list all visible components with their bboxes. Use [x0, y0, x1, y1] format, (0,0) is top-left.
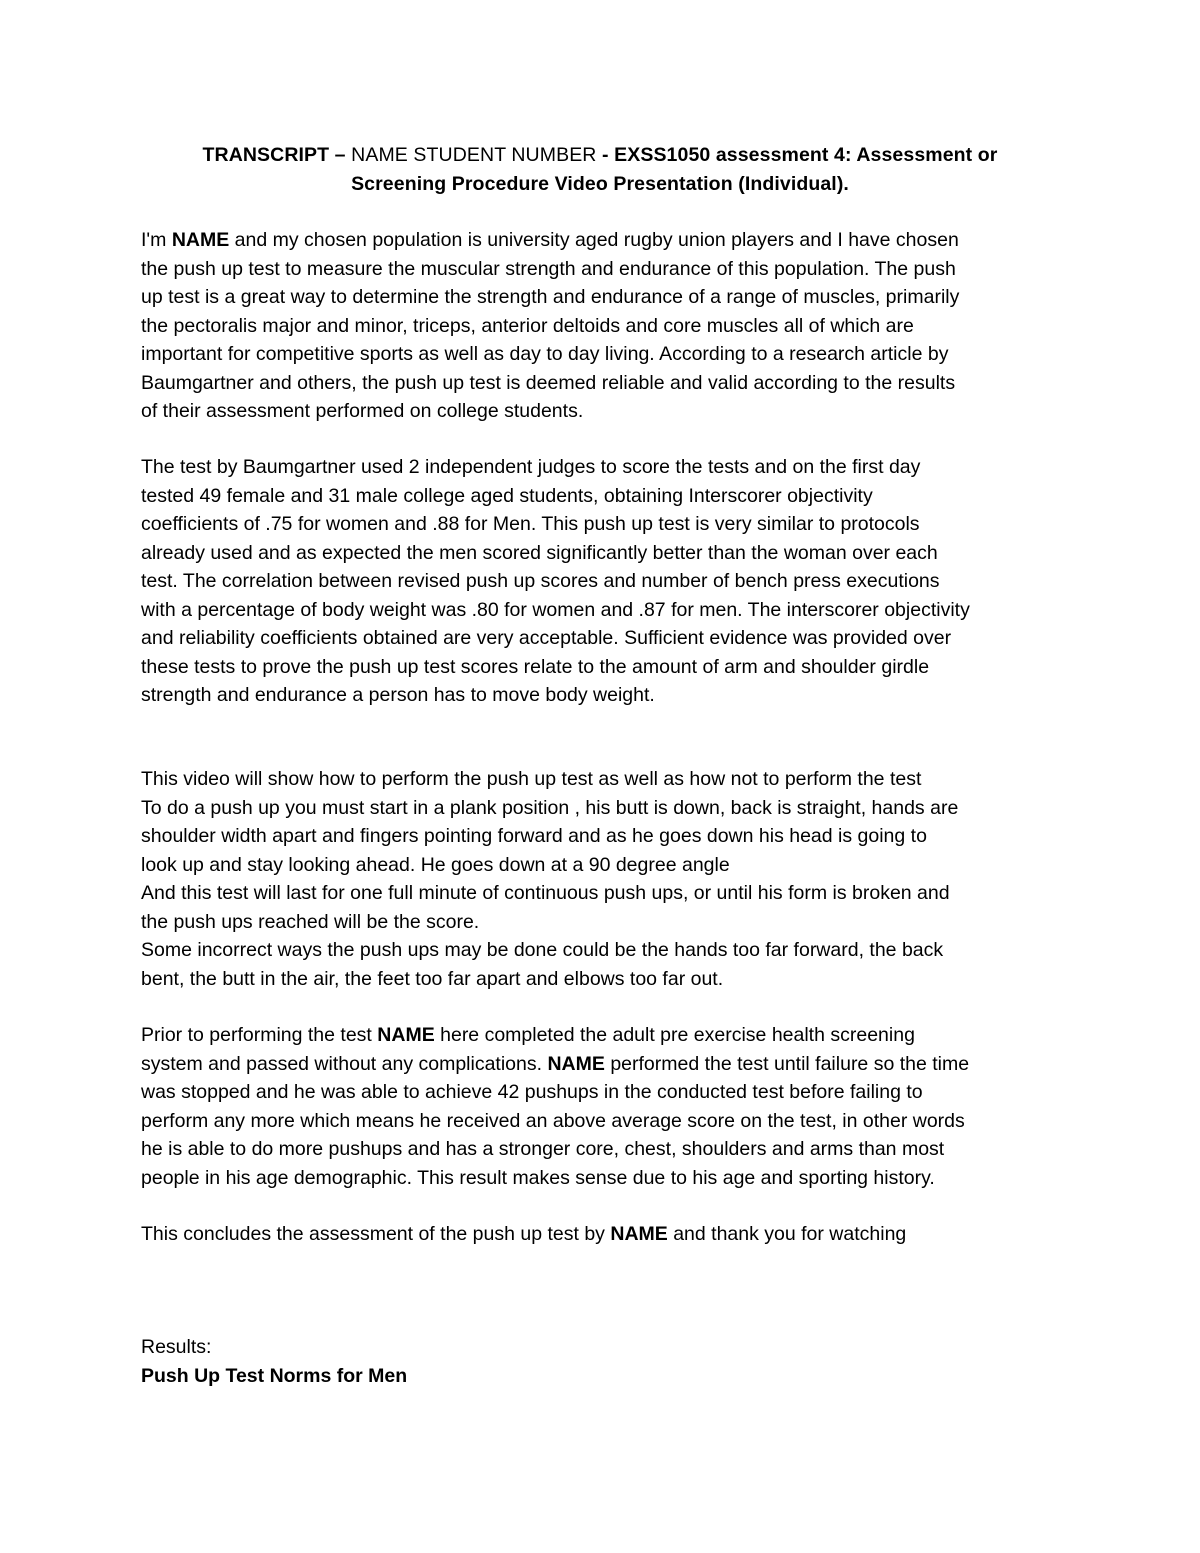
text-line: he is able to do more pushups and has a stronger core, chest, shoulders and arms than most: [141, 1138, 945, 1160]
title-transcript: TRANSCRIPT –: [202, 144, 346, 166]
text-line: The test by Baumgartner used 2 independent judges to score the tests and on the first day: [141, 456, 921, 478]
text-line: Baumgartner and others, the push up test is deemed reliable and valid according to the results: [141, 371, 956, 394]
text-line: test. The correlation between revised push up scores and number of bench press executions: [141, 570, 940, 592]
text-line: tested 49 female and 31 male college aged students, obtaining Interscorer objectivity: [141, 484, 873, 507]
paragraph-research: [141, 453, 1071, 710]
paragraph-results-discussion: [141, 1021, 1071, 1192]
text-line: the push ups reached will be the score.: [141, 910, 480, 933]
text-line: already used and as expected the men scored significantly better than the woman over each: [141, 541, 938, 564]
text-segment: here completed the adult pre exercise health screening: [440, 1024, 915, 1046]
text-line: perform any more which means he received an above average score on the test, in other words: [141, 1109, 965, 1132]
text-line: the push up test to measure the muscular strength and endurance of this population. The push: [141, 257, 956, 280]
results-label: Results:: [141, 1336, 212, 1358]
results-heading: Push Up Test Norms for Men: [141, 1365, 408, 1387]
name-placeholder: NAME: [610, 1223, 668, 1245]
text-line: and reliability coefficients obtained are very acceptable. Sufficient evidence was provided over: [141, 627, 952, 649]
text-segment: Prior to performing the test: [141, 1024, 372, 1046]
document-title: [140, 141, 1060, 198]
name-placeholder: NAME: [547, 1052, 605, 1075]
title-name-student-number: NAME STUDENT NUMBER: [351, 144, 597, 166]
text-line: To do a push up you must start in a plank position , his butt is down, back is straight, hands are: [141, 796, 959, 819]
text-line: these tests to prove the push up test scores relate to the amount of arm and shoulder girdle: [141, 655, 930, 678]
text-segment: system and passed without any complications.: [141, 1052, 543, 1075]
text-segment: and my chosen population is university aged rugby union players and I have chosen: [234, 229, 959, 251]
text-segment: performed the test until failure so the time: [610, 1052, 970, 1075]
text-line: the pectoralis major and minor, triceps, anterior deltoids and core muscles all of which are: [141, 314, 914, 337]
text-line: was stopped and he was able to achieve 42 pushups in the conducted test before failing to: [141, 1081, 923, 1103]
text-line: This video will show how to perform the push up test as well as how not to perform the test: [141, 768, 922, 790]
text-line: people in his age demographic. This result makes sense due to his age and sporting history.: [141, 1166, 935, 1189]
text-segment: and thank you for watching: [673, 1223, 907, 1245]
text-segment: This concludes the assessment of the push up test by: [141, 1223, 605, 1245]
text-line: shoulder width apart and fingers pointing forward and as he goes down his head is going to: [141, 825, 927, 847]
text-line: of their assessment performed on college students.: [141, 400, 584, 422]
text-segment: I'm: [141, 229, 167, 251]
name-placeholder: NAME: [171, 229, 230, 251]
text-line: up test is a great way to determine the strength and endurance of a range of muscles, primarily: [141, 286, 960, 308]
title-course-line2: Screening Procedure Video Presentation (Individual).: [351, 172, 849, 195]
paragraph-conclusion: [141, 1220, 1071, 1249]
text-line: important for competitive sports as well as day to day living. According to a research article by: [141, 343, 949, 365]
text-line: look up and stay looking ahead. He goes down at a 90 degree angle: [141, 853, 730, 876]
title-course-line1: - EXSS1050 assessment 4: Assessment or: [602, 144, 998, 166]
name-placeholder: NAME: [377, 1024, 435, 1046]
text-line: bent, the butt in the air, the feet too far apart and elbows too far out.: [141, 967, 724, 990]
text-line: And this test will last for one full minute of continuous push ups, or until his form is broken and: [141, 882, 950, 904]
paragraph-introduction: [141, 226, 1071, 426]
paragraph-procedure: [141, 765, 1071, 993]
text-line: Some incorrect ways the push ups may be done could be the hands too far forward, the back: [141, 939, 944, 961]
text-line: coefficients of .75 for women and .88 for Men. This push up test is very similar to protocols: [141, 513, 920, 535]
text-line: strength and endurance a person has to move body weight.: [141, 684, 655, 706]
text-line: with a percentage of body weight was .80 for women and .87 for men. The interscorer objectivity: [141, 598, 970, 621]
